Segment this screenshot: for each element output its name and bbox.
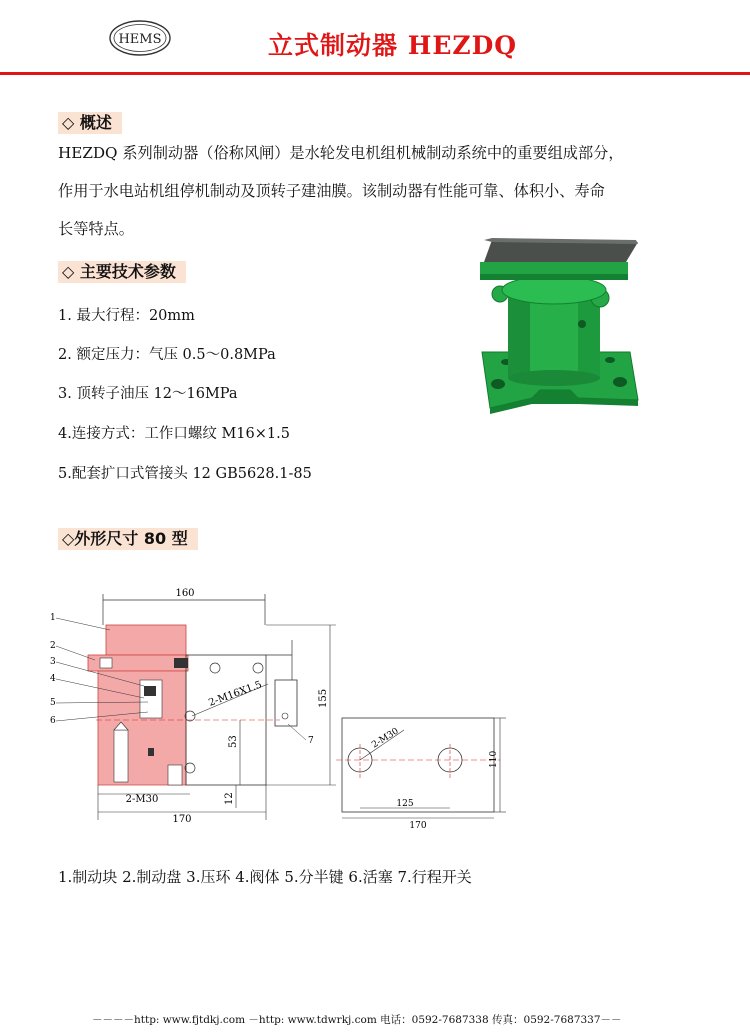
overview-line: HEZDQ 系列制动器（俗称风闸）是水轮发电机组机械制动系统中的重要组成部分， <box>58 144 624 162</box>
overview-heading: ◇ 概述 <box>58 112 122 134</box>
dim-m16: 2-M16X1.5 <box>207 679 264 709</box>
hems-logo <box>108 18 172 58</box>
part-label-1: 1 <box>50 613 56 623</box>
spec-item: 5.配套扩口式管接头 12 GB5628.1-85 <box>58 466 312 482</box>
overview-line: 长等特点。 <box>58 220 134 238</box>
dim-53: 53 <box>228 735 239 748</box>
page-title: 立式制动器 HEZDQ <box>268 31 518 60</box>
dim-170a: 170 <box>172 814 192 825</box>
part-label-5: 5 <box>50 698 56 708</box>
header-rule <box>0 72 750 75</box>
dim-m30b: 2-M30 <box>370 726 401 751</box>
dim-12: 12 <box>224 792 235 805</box>
part-label-6: 6 <box>50 716 56 726</box>
dim-110: 110 <box>489 750 499 768</box>
overview-line: 作用于水电站机组停机制动及顶转子建油膜。该制动器有性能可靠、体积小、寿命 <box>58 182 605 200</box>
part-label-3: 3 <box>50 657 56 667</box>
brake-product-image <box>470 232 642 420</box>
spec-item: 4.连接方式：工作口螺纹 M16×1.5 <box>58 426 290 442</box>
specs-heading: ◇ 主要技术参数 <box>58 261 186 283</box>
dim-155: 155 <box>318 688 329 708</box>
spec-item: 2. 额定压力：气压 0.5～0.8MPa <box>58 347 276 363</box>
dimensions-heading: ◇外形尺寸 80 型 <box>58 528 198 550</box>
dim-125: 125 <box>396 799 414 809</box>
spec-item: 3. 顶转子油压 12～16MPa <box>58 386 238 402</box>
logo-text: HEMS <box>118 32 162 47</box>
footer-contact: －－－－http: www.fjtdkj.com －http: www.tdwrkj.com 电话：0592-7687338 传真：0592-7687337－－ <box>92 1014 622 1026</box>
parts-legend: 1.制动块 2.制动盘 3.压环 4.阀体 5.分半键 6.活塞 7.行程开关 <box>58 868 472 886</box>
part-label-7: 7 <box>308 736 314 746</box>
dim-m30a: 2-M30 <box>125 794 159 805</box>
overview-text <box>58 134 698 248</box>
dim-160: 160 <box>175 588 195 599</box>
dim-170b: 170 <box>409 821 427 831</box>
part-label-4: 4 <box>50 674 56 684</box>
part-label-2: 2 <box>50 641 56 651</box>
dimension-drawing <box>40 580 510 840</box>
spec-item: 1. 最大行程：20mm <box>58 308 195 324</box>
